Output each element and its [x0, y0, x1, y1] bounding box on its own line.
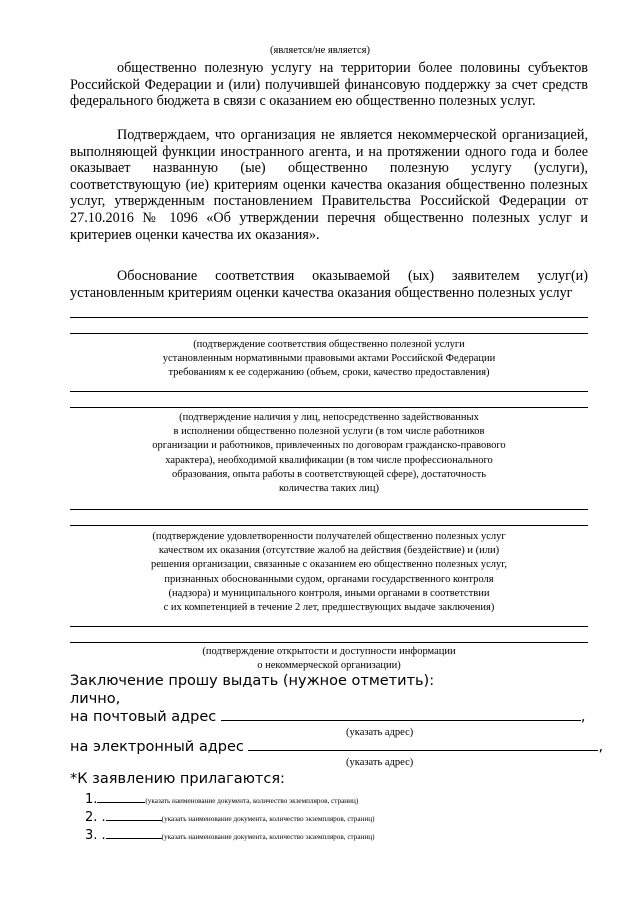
status-note: (является/не является): [270, 45, 370, 56]
caption-line: количества таких лиц): [278, 483, 380, 495]
paragraph-2-text: Подтверждаем, что организация не является некоммерческой организацией, выполняющей функции иностранного агента, и на протяжении одного года и более оказывает названную (ые) общественно полезную услугу (услуги), соответствующую (ие) критериям оценки качества оказания общественно полезных услуг, утвержденным постановлением Правительства Российской Федерации от 27.10.2016 № 1096 «Об утверждении перечня общественно полезных услуг и критериев оценки качества их оказания».: [70, 127, 588, 243]
caption-line: установленным нормативными правовыми актами Российской Федерации: [162, 353, 496, 365]
caption-line: требованиям к ее содержанию (объем, сроки, качество предоставления): [168, 367, 490, 379]
caption-line: качеством их оказания (отсутствие жалоб на действия (бездействие) и (или): [158, 545, 500, 557]
caption-line: о некоммерческой организации): [257, 660, 401, 672]
paragraph-1-text: общественно полезную услугу на территории более половины субъектов Российской Федерации и (или) получившей финансовую поддержку за счет средств федерального бюджета в связи с оказанием ею общественно полезных услуг.: [70, 60, 588, 110]
caption-line: образования, опыта работы в соответствующей сфере), достаточность: [171, 468, 486, 480]
post-address-field[interactable]: [221, 708, 581, 721]
attachment-hint: (указать наименование документа, количество экземпляров, страниц): [145, 797, 359, 805]
paragraph-2: [70, 127, 588, 243]
attachment-field[interactable]: [106, 810, 162, 821]
caption-line: характера), необходимой квалификации (в том числе профессионального: [165, 454, 493, 466]
attachment-number: 1.: [85, 792, 98, 807]
fill-line[interactable]: [70, 626, 588, 627]
email-address-field[interactable]: [248, 738, 598, 751]
caption-line: (подтверждение открытости и доступности информации: [202, 646, 456, 657]
fill-line[interactable]: [70, 509, 588, 510]
caption-4: [70, 645, 588, 673]
fill-line[interactable]: [70, 391, 588, 392]
post-address-hint: (указать адрес): [346, 727, 414, 738]
fill-line[interactable]: [70, 407, 588, 408]
delivery-option-personal[interactable]: лично,: [70, 691, 121, 707]
fill-line[interactable]: [70, 642, 588, 643]
attachment-hint: (указать наименование документа, количество экземпляров, страниц): [161, 833, 375, 841]
fill-line[interactable]: [70, 317, 588, 318]
delivery-option-post[interactable]: на почтовый адрес ,: [70, 709, 586, 725]
caption-line: решения организации, связанные с оказанием ею общественно полезных услуг,: [150, 559, 508, 571]
email-address-hint: (указать адрес): [346, 757, 414, 768]
attachment-number: 3. .: [85, 828, 106, 843]
fill-line[interactable]: [70, 525, 588, 526]
paragraph-1: [70, 60, 588, 110]
attachment-item: [85, 790, 358, 808]
attachment-field[interactable]: [106, 828, 162, 839]
fill-line[interactable]: [70, 333, 588, 334]
paragraph-3: [70, 268, 588, 301]
attachment-hint: (указать наименование документа, количество экземпляров, страниц): [161, 815, 375, 823]
caption-2: [70, 411, 588, 496]
paragraph-3-text: Обоснование соответствия оказываемой (ых) заявителем услуг(и) установленным критериям оценки качества оказания общественно полезных услуг: [70, 268, 588, 301]
attachment-item: [85, 808, 374, 826]
caption-3: [70, 530, 588, 615]
caption-line: в исполнении общественно полезной услуги (в том числе работников: [173, 426, 485, 438]
caption-line: признанных обоснованными судом, органами государственного контроля: [164, 573, 494, 585]
caption-line: с их компетенцией в течение 2 лет, предшествующих выдаче заключения): [163, 602, 495, 614]
caption-line: (подтверждение наличия у лиц, непосредственно задействованных: [179, 412, 479, 423]
caption-line: (подтверждение удовлетворенности получателей общественно полезных услуг: [152, 531, 506, 542]
delivery-option-email[interactable]: на электронный адрес ,: [70, 739, 604, 755]
email-address-label: на электронный адрес: [70, 739, 244, 755]
attachment-field[interactable]: [97, 792, 145, 803]
attachment-item: [85, 826, 374, 844]
caption-1: [70, 338, 588, 381]
caption-line: организации и работников, привлеченных по договорам гражданско-правового: [152, 440, 506, 452]
attachment-number: 2. .: [85, 810, 106, 825]
delivery-heading: Заключение прошу выдать (нужное отметить):: [70, 673, 435, 689]
caption-line: (подтверждение соответствия общественно полезной услуги: [193, 339, 465, 350]
post-address-label: на почтовый адрес: [70, 709, 217, 725]
caption-line: (надзора) и муниципального контроля, иными органами в соответствии: [168, 587, 490, 599]
attachments-heading: *К заявлению прилагаются:: [70, 771, 285, 787]
